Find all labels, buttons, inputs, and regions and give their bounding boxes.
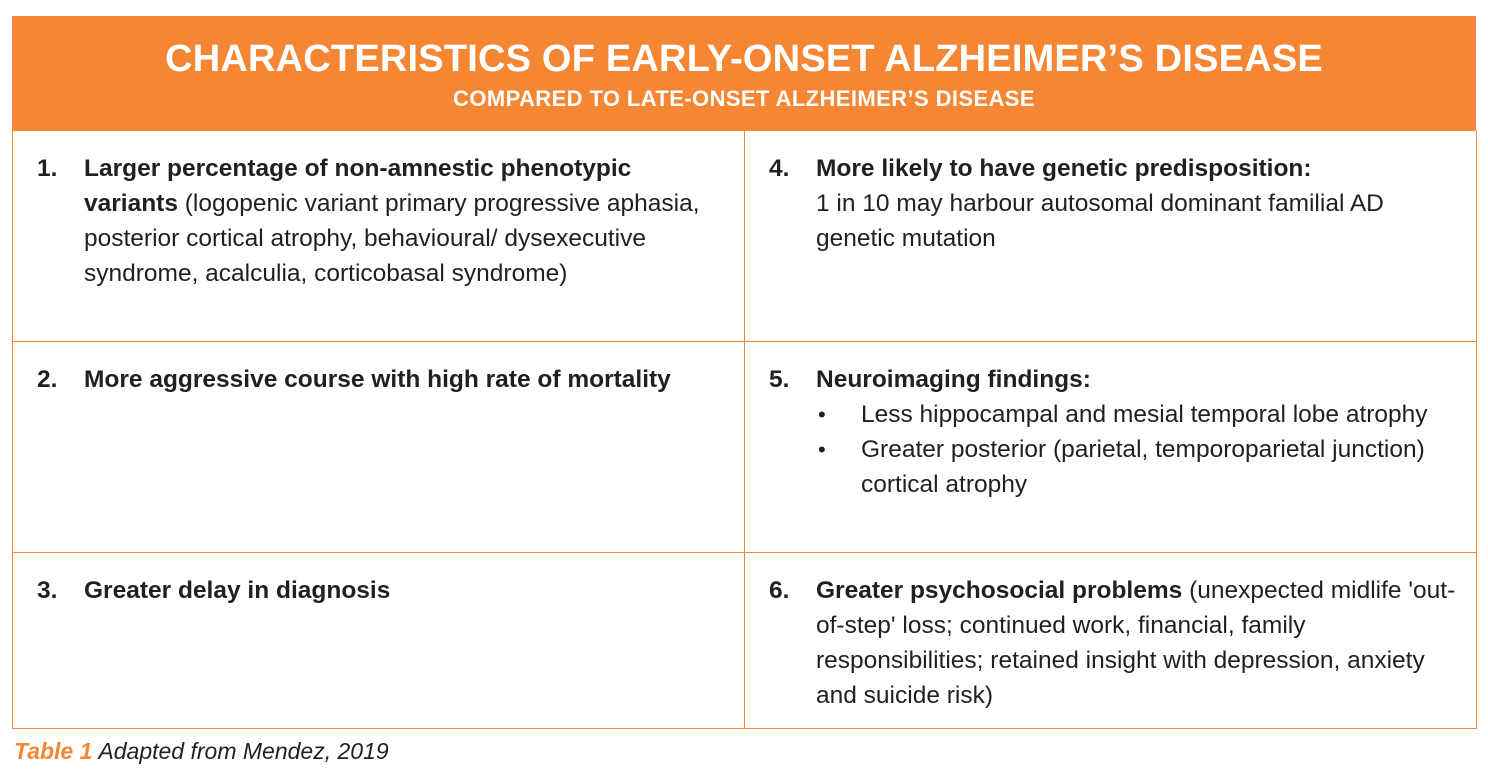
table-title: CHARACTERISTICS OF EARLY-ONSET ALZHEIMER’S DISEASE bbox=[165, 38, 1323, 80]
item-detail: (logopenic variant primary progressive aphasia, posterior cortical atrophy, behavioural/ dysexecutive syndrome, acalculia, corticobasal syndrome) bbox=[84, 190, 700, 287]
item-number: 2. bbox=[37, 366, 58, 393]
bullet-text: Greater posterior (parietal, temporoparietal junction) cortical atrophy bbox=[861, 436, 1425, 498]
item-number: 6. bbox=[769, 577, 790, 604]
caption-text: Adapted from Mendez, 2019 bbox=[98, 738, 389, 764]
cell-item-3 bbox=[13, 553, 745, 729]
list-item bbox=[816, 432, 1458, 502]
cell-item-2 bbox=[13, 342, 745, 553]
caption-label: Table 1 bbox=[14, 738, 93, 764]
item-heading: Greater psychosocial problems bbox=[816, 577, 1183, 604]
item-heading: More likely to have genetic predisposition: bbox=[816, 155, 1312, 182]
item-heading: More aggressive course with high rate of mortality bbox=[84, 366, 671, 393]
bullet-text: Less hippocampal and mesial temporal lobe atrophy bbox=[861, 401, 1428, 428]
table-grid bbox=[12, 131, 1476, 729]
item-heading: Greater delay in diagnosis bbox=[84, 577, 391, 604]
item-number: 5. bbox=[769, 366, 790, 393]
item-heading: Larger percentage of non-amnestic phenotypic variants bbox=[84, 155, 632, 217]
item-number: 4. bbox=[769, 155, 790, 182]
cell-item-6 bbox=[745, 553, 1477, 729]
characteristics-table bbox=[12, 16, 1476, 729]
bullet-icon: • bbox=[818, 437, 826, 462]
item-detail: (unexpected midlife 'out-of-step' loss; continued work, financial, family responsibilities; retained insight with depression, anxiety and suicide risk) bbox=[816, 577, 1456, 709]
table-header bbox=[12, 16, 1476, 131]
table-caption bbox=[14, 736, 389, 766]
bullet-list bbox=[816, 397, 1458, 502]
item-heading: Neuroimaging findings: bbox=[816, 366, 1091, 393]
bullet-icon: • bbox=[818, 402, 826, 427]
item-detail: 1 in 10 may harbour autosomal dominant familial AD genetic mutation bbox=[816, 190, 1384, 252]
cell-item-5 bbox=[745, 342, 1477, 553]
table-subtitle: COMPARED TO LATE-ONSET ALZHEIMER’S DISEASE bbox=[453, 86, 1035, 111]
cell-item-1 bbox=[13, 131, 745, 342]
cell-item-4 bbox=[745, 131, 1477, 342]
item-number: 3. bbox=[37, 577, 58, 604]
item-number: 1. bbox=[37, 155, 58, 182]
list-item bbox=[816, 397, 1458, 432]
